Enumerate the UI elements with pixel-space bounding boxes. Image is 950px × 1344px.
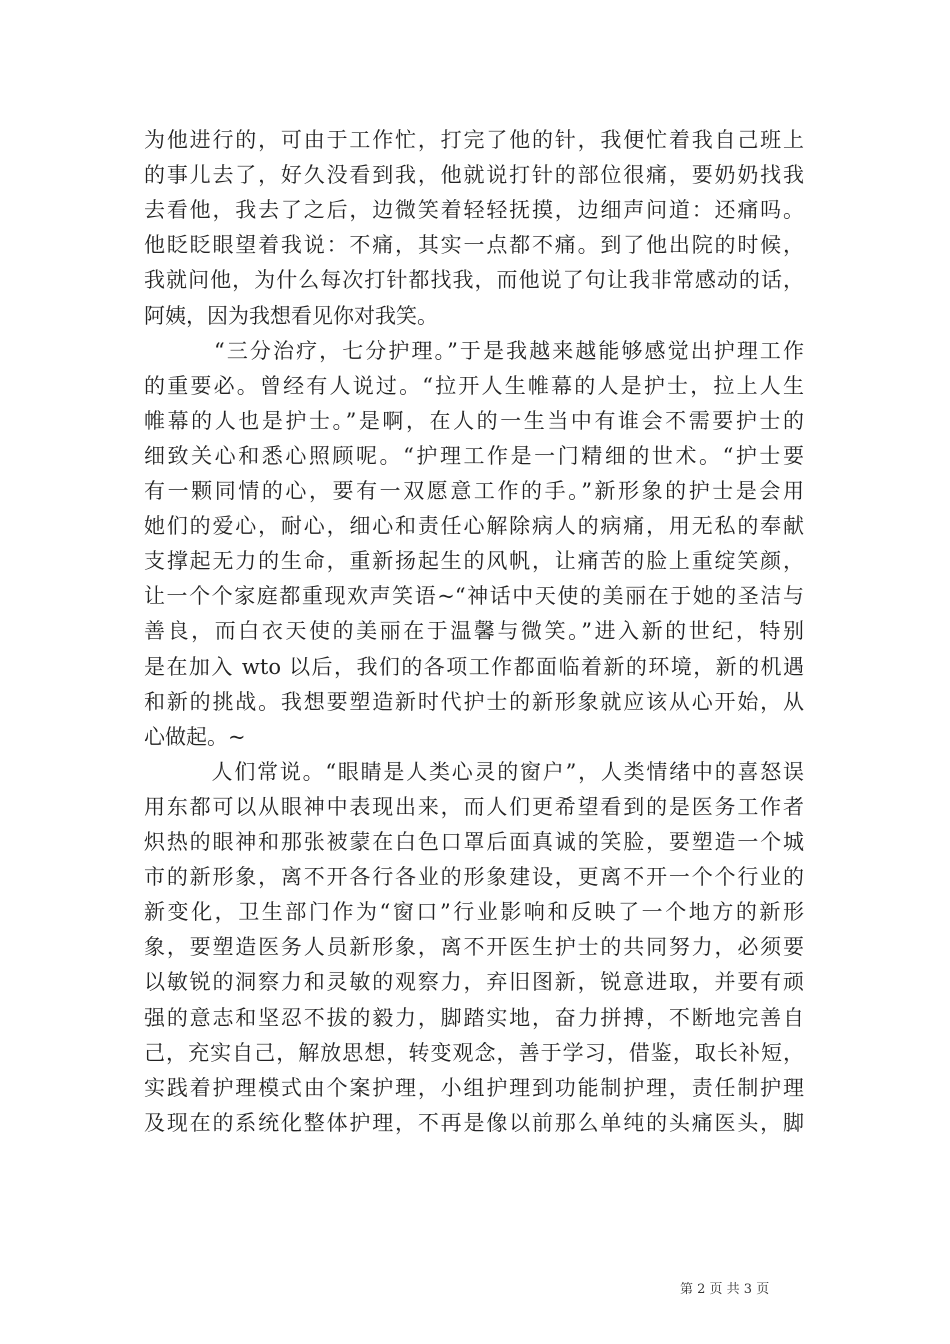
text-line: 的事儿去了，好久没看到我，他就说打针的部位很痛，要奶奶找我 [144, 163, 804, 187]
text-line: 是在加入 wto 以后，我们的各项工作都面临着新的环境，新的机遇 [144, 655, 804, 679]
text-line: 阿姨，因为我想看见你对我笑。 [144, 304, 438, 328]
text-line: 去看他，我去了之后，边微笑着轻轻抚摸，边细声问道：还痛吗。 [144, 198, 804, 222]
text-line: 和新的挑战。我想要塑造新时代护士的新形象就应该从心开始，从 [144, 690, 804, 714]
text-line: 他眨眨眼望着我说：不痛，其实一点都不痛。到了他出院的时候， [144, 233, 804, 257]
text-line: 帷幕的人也是护士。”是啊，在人的一生当中有谁会不需要护士的 [144, 409, 804, 433]
text-line: 善良，而白衣天使的美丽在于温馨与微笑。”进入新的世纪，特别 [144, 619, 804, 643]
text-line: 用东都可以从眼神中表现出来，而人们更希望看到的是医务工作者 [144, 795, 804, 819]
text-line: 己，充实自己，解放思想，转变观念，善于学习，借鉴，取长补短， [144, 1041, 804, 1065]
text-line: 为他进行的，可由于工作忙，打完了他的针，我便忙着我自己班上 [144, 128, 804, 152]
text-line: 实践着护理模式由个案护理，小组护理到功能制护理，责任制护理 [144, 1076, 804, 1100]
text-line: 支撑起无力的生命，重新扬起生的风帆，让痛苦的脸上重绽笑颜， [144, 549, 804, 573]
text-line: 的重要必。曾经有人说过。“拉开人生帷幕的人是护士，拉上人生 [144, 374, 804, 398]
text-line: 强的意志和坚忍不拔的毅力，脚踏实地，奋力拼搏，不断地完善自 [144, 1006, 804, 1030]
text-line: 以敏锐的洞察力和灵敏的观察力，弃旧图新，锐意进取，并要有顽 [144, 970, 804, 994]
text-line: 人们常说。“眼睛是人类心灵的窗户”，人类情绪中的喜怒误 [144, 760, 804, 784]
text-line: 我就问他，为什么每次打针都找我，而他说了句让我非常感动的话， [144, 268, 804, 292]
text-line: 新变化，卫生部门作为“窗口”行业影响和反映了一个地方的新形 [144, 900, 804, 924]
text-line: 象，要塑造医务人员新形象，离不开医生护士的共同努力，必须要 [144, 935, 804, 959]
text-line: 市的新形象，离不开各行各业的形象建设，更离不开一个个行业的 [144, 865, 804, 889]
text-line: “三分治疗，七分护理。”于是我越来越能够感觉出护理工作 [144, 339, 804, 363]
text-line: 她们的爱心，耐心，细心和责任心解除病人的病痛，用无私的奉献 [144, 514, 804, 538]
text-line: 有一颗同情的心，要有一双愿意工作的手。”新形象的护士是会用 [144, 479, 804, 503]
text-line: 炽热的眼神和那张被蒙在白色口罩后面真诚的笑脸，要塑造一个城 [144, 830, 804, 854]
page-number: 第 2 页 共 3 页 [680, 1282, 770, 1297]
text-line: 让一个个家庭都重现欢声笑语~“神话中天使的美丽在于她的圣洁与 [144, 584, 804, 608]
text-line: 心做起。~ [144, 725, 246, 749]
text-line: 及现在的系统化整体护理，不再是像以前那么单纯的头痛医头，脚 [144, 1111, 804, 1135]
text-line: 细致关心和悉心照顾呢。“护理工作是一门精细的世术。“护士要 [144, 444, 804, 468]
